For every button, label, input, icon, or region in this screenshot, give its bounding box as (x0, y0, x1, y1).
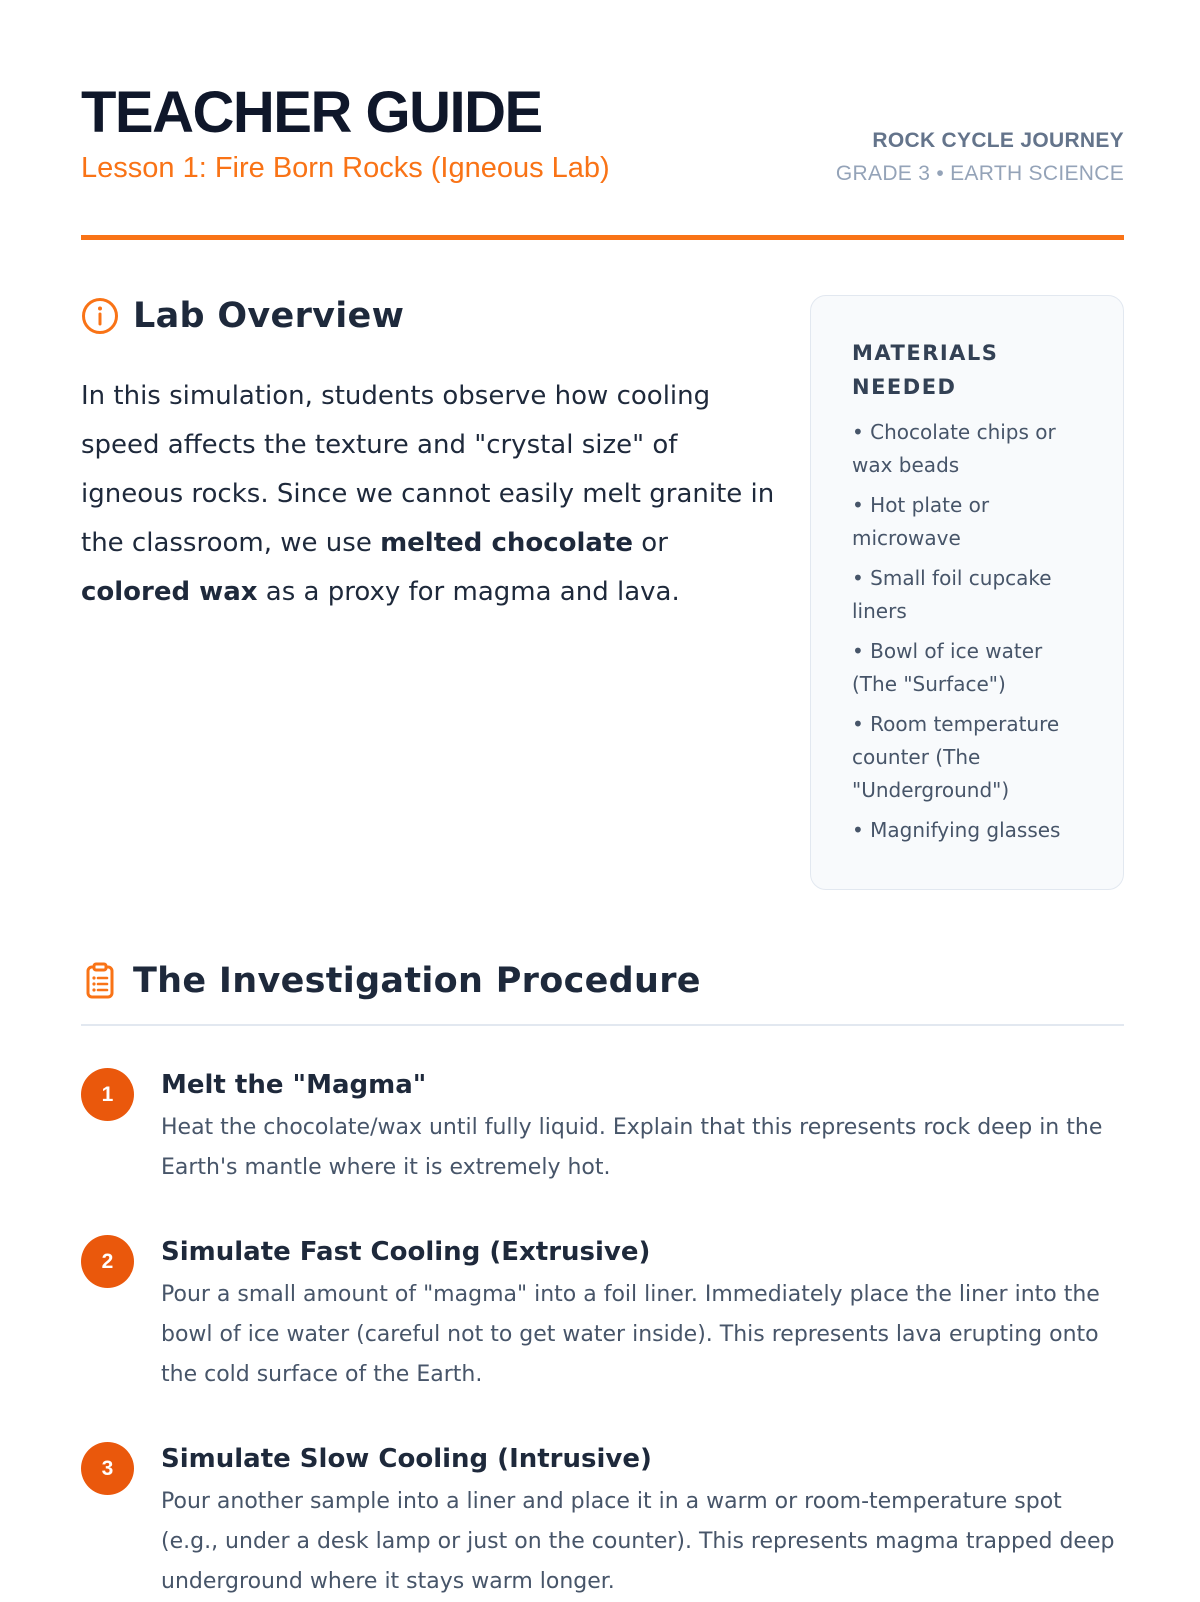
info-icon (81, 297, 119, 335)
series-label: ROCK CYCLE JOURNEY (872, 129, 1124, 152)
procedure-step (81, 1235, 1124, 1395)
procedure-step (81, 1068, 1124, 1188)
course-meta (836, 126, 1124, 192)
step-number-badge: 1 (81, 1068, 134, 1121)
step-title: Melt the "Magma" (161, 1070, 427, 1100)
step-number-badge: 2 (81, 1235, 134, 1288)
overview-text-part: In this simulation, students observe how cooling speed affects the texture and "crystal size" of igneous rocks. Since we cannot easily melt granite in the classroom, we use (81, 381, 775, 558)
procedure-divider (81, 1024, 1124, 1026)
step-title: Simulate Slow Cooling (Intrusive) (161, 1444, 652, 1474)
step-description: Heat the chocolate/wax until fully liquid. Explain that this represents rock deep in the Earth's mantle where it is extremely hot. (161, 1115, 1103, 1180)
materials-item: • Room temperature counter (The "Underground") (852, 712, 1060, 802)
materials-title: MATERIALS NEEDED (852, 341, 999, 399)
grade-label: GRADE 3 • EARTH SCIENCE (835, 162, 1124, 185)
overview-bold-chocolate: melted chocolate (380, 528, 634, 558)
lesson-subtitle: Lesson 1: Fire Born Rocks (Igneous Lab) (81, 152, 610, 184)
overview-paragraph (81, 372, 781, 617)
overview-text-part: or (633, 528, 668, 558)
materials-item: • Bowl of ice water (The "Surface") (852, 639, 1043, 696)
step-description: Pour a small amount of "magma" into a foil liner. Immediately place the liner into the bowl of ice water (careful not to get water inside). This represents lava erupting onto the cold surface of the Earth. (161, 1282, 1100, 1387)
procedure-step (81, 1442, 1124, 1602)
clipboard-list-icon (81, 961, 119, 1001)
page-header (81, 78, 1124, 238)
overview-title: Lab Overview (133, 296, 405, 336)
step-description: Pour another sample into a liner and place it in a warm or room-temperature spot (e.g., under a desk lamp or just on the counter). This represents magma trapped deep underground where it stays warm longer. (161, 1489, 1115, 1594)
materials-item: • Small foil cupcake liners (852, 566, 1052, 623)
materials-item: • Hot plate or microwave (852, 493, 990, 550)
page-title: TEACHER GUIDE (81, 80, 542, 145)
header-divider (81, 235, 1124, 240)
materials-item: • Magnifying glasses (852, 818, 1061, 842)
overview-bold-wax: colored wax (81, 577, 258, 607)
overview-heading (81, 296, 404, 336)
materials-item: • Chocolate chips or wax beads (852, 420, 1056, 477)
procedure-heading (81, 961, 701, 1001)
step-title: Simulate Fast Cooling (Extrusive) (161, 1237, 651, 1267)
materials-card (810, 295, 1124, 890)
step-number-badge: 3 (81, 1442, 134, 1495)
overview-text-part: as a proxy for magma and lava. (257, 577, 680, 607)
procedure-title: The Investigation Procedure (133, 961, 701, 1001)
